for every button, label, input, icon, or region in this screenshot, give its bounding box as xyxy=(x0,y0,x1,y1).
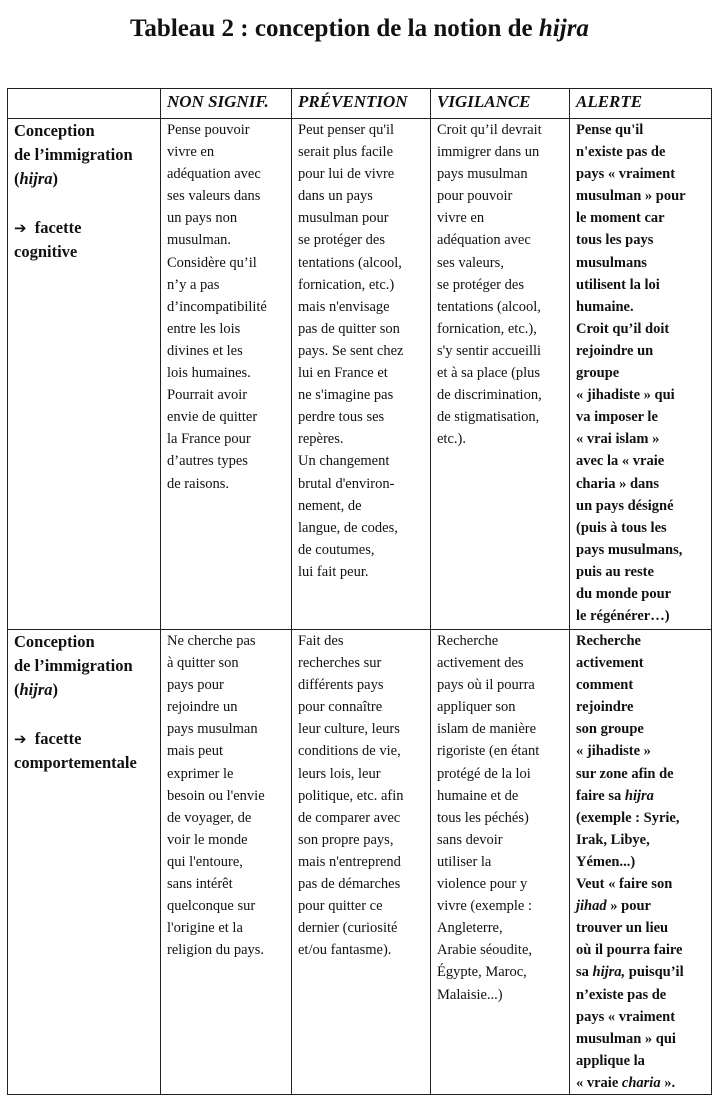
table-header-row xyxy=(8,89,712,119)
row-heading-facette-type: comportementale xyxy=(14,752,137,772)
header-empty xyxy=(8,89,161,119)
arrow-right-icon: ➔ xyxy=(14,218,27,237)
row-heading xyxy=(8,630,161,1095)
table-row xyxy=(8,630,712,1095)
row-heading-term: (hijra) xyxy=(14,169,59,189)
cell-alerte: Pense qu'il n'existe pas de pays « vraiment musulman » pour le moment car tous les pays musulmans utilisent la loi humaine. Croit qu’il doit rejoindre un groupe « jihadiste » qui va imposer le « vrai islam » avec la « vraie charia » dans un pays désigné (puis à tous les pays musulmans, puis au reste du monde pour le régénérer…) xyxy=(570,119,712,630)
row-heading-facette-type: cognitive xyxy=(14,241,78,261)
cell-non-signif: Pense pouvoir vivre en adéquation avec ses valeurs dans un pays non musulman. Considère qu’il n’y a pas d’incompatibilité entre les lois divines et les lois humaines. Pourrait avoir envie de quitter la France pour d’autres types de raisons. xyxy=(161,119,292,630)
row-heading-line2: de l’immigration xyxy=(14,656,133,676)
table-row xyxy=(8,119,712,630)
header-non-signif: NON SIGNIF. xyxy=(161,89,292,119)
title-emphasis: hijra xyxy=(538,15,589,42)
row-heading-facette: ➔ facette xyxy=(14,217,82,237)
title-text: Tableau 2 : conception de la notion de xyxy=(130,15,539,42)
header-prevention: PRÉVENTION xyxy=(292,89,431,119)
cell-alerte: Recherche activement comment rejoindre son groupe « jihadiste » sur zone afin de faire sa hijra (exemple : Syrie, Irak, Libye, Yémen...) Veut « faire son jihad » pour trouver un lieu où il pourra faire sa hijra, puisqu’il n’existe pas de pays « vraiment musulman » qui applique la « vraie charia ». xyxy=(570,630,712,1095)
cell-vigilance: Recherche activement des pays où il pourra appliquer son islam de manière rigoriste (en étant protégé de la loi humaine et de tous les péchés) sans devoir utiliser la violence pour y vivre (exemple : Angleterre, Arabie séoudite, Égypte, Maroc, Malaisie...) xyxy=(431,630,570,1095)
row-heading-line1: Conception xyxy=(14,632,95,651)
header-alerte: ALERTE xyxy=(570,89,712,119)
row-heading-facette: ➔ facette xyxy=(14,728,82,748)
cell-prevention: Fait des recherches sur différents pays pour connaître leur culture, leurs conditions de vie, leurs lois, leur politique, etc. afin de comparer avec son propre pays, mais n'entreprend pas de démarches pour quitter ce dernier (curiosité et/ou fantasme). xyxy=(292,630,431,1095)
cell-vigilance: Croit qu’il devrait immigrer dans un pays musulman pour pouvoir vivre en adéquation avec ses valeurs, se protéger des tentations (alcool, fornication, etc.), s'y sentir accueilli et à sa place (plus de discrimination, de stigmatisation, etc.). xyxy=(431,119,570,630)
row-heading xyxy=(8,119,161,630)
header-vigilance: VIGILANCE xyxy=(431,89,570,119)
row-heading-line1: Conception xyxy=(14,121,95,140)
row-heading-line2: de l’immigration xyxy=(14,145,133,165)
cell-prevention: Peut penser qu'il serait plus facile pour lui de vivre dans un pays musulman pour se protéger des tentations (alcool, fornication, etc.) mais n'envisage pas de quitter son pays. Se sent chez lui en France et ne s'imagine pas perdre tous ses repères. Un changement brutal d'environ- nement, de langue, de codes, de coutumes, lui fait peur. xyxy=(292,119,431,630)
arrow-right-icon: ➔ xyxy=(14,729,27,748)
cell-non-signif: Ne cherche pas à quitter son pays pour rejoindre un pays musulman mais peut exprimer le besoin ou l'envie de voyager, de voir le monde qui l'entoure, sans intérêt quelconque sur l'origine et la religion du pays. xyxy=(161,630,292,1095)
row-heading-term: (hijra) xyxy=(14,680,59,700)
hijra-table xyxy=(7,88,712,1095)
page-title xyxy=(0,14,719,44)
